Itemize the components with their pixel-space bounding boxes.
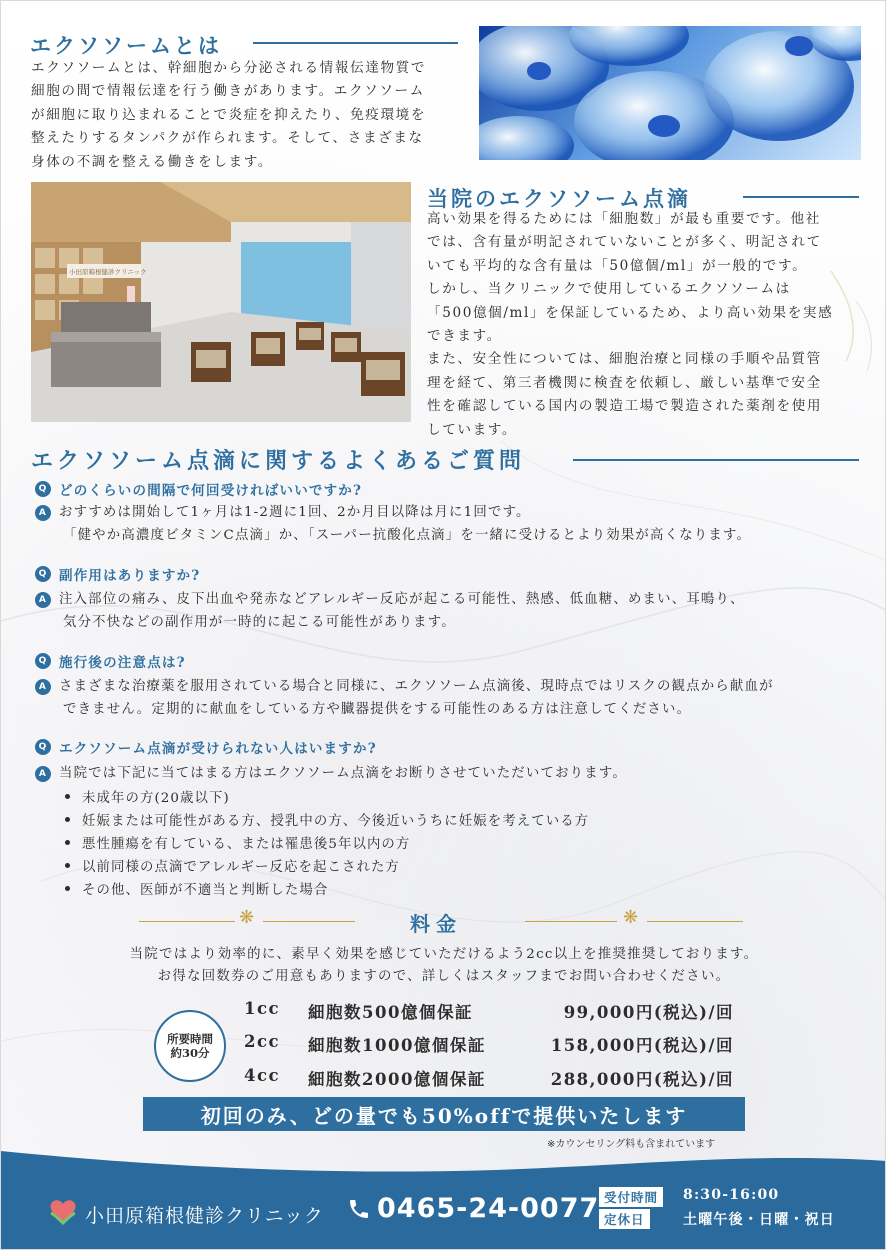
intro-line: 細胞の間で情報伝達を行う働きがあります。エクソソーム [31, 83, 425, 100]
faq-answer [35, 763, 627, 786]
clinic-drip-title: 当院のエクソソーム点滴 [427, 186, 691, 211]
intro-line: 整えたりするタンパクが作られます。そして、さまざまな [31, 130, 424, 147]
lobby-sign-text: 小田原箱根健診クリニック [69, 268, 147, 276]
clinic-drip-text [427, 208, 857, 442]
bullet-item: 以前同様の点滴でアレルギー反応を起こされた方 [65, 856, 400, 875]
q-badge: Q [35, 653, 51, 669]
price-volume: 4cc [244, 1066, 281, 1085]
fees-intro: 当院ではより効率的に、素早く効果を感じていただけるよう2cc以上を推奨推奨しております。 [129, 947, 759, 962]
drip-line: しかし、当クリニックで使用しているエクソソームは [427, 281, 791, 298]
price-volume: 1cc [244, 999, 281, 1018]
price-desc: 細胞数2000億個保証 [308, 1070, 486, 1089]
phone-icon [347, 1197, 371, 1221]
decorative-line [647, 921, 743, 922]
closed-days-value: 土曜午後・日曜・祝日 [683, 1212, 835, 1228]
price-amount: 99,000円(税込)/回 [563, 1003, 734, 1022]
phone-number: 0465-24-0077 [377, 1193, 600, 1224]
flourish-icon: ❋ [239, 907, 255, 928]
a-badge: A [35, 766, 51, 782]
reception-hours-label: 受付時間 [599, 1187, 663, 1207]
faq-answer [35, 502, 751, 547]
bullet-item: 未成年の方(20歳以下) [65, 787, 230, 806]
answer-text: 「健やか高濃度ビタミンC点滴」か、「スーパー抗酸化点滴」を一緒に受けるとより効果が高くなります。 [63, 527, 752, 543]
duration-label: 所要時間 [167, 1032, 213, 1046]
drip-line: しています。 [427, 421, 518, 438]
clinic-lobby-image [31, 182, 411, 422]
answer-text: 気分不快などの副作用が一時的に起こる可能性があります。 [63, 614, 456, 630]
exosome-intro-title: エクソソームとは [30, 33, 222, 58]
fees-title: 料金 [410, 912, 462, 936]
drip-line: 性を確認している国内の製造工場で製造された薬剤を使用 [427, 398, 823, 415]
answer-text: おすすめは開始して1ヶ月は1-2週に1回、2か月目以降は月に1回です。 [59, 505, 531, 520]
bullet-item: 悪性腫瘍を有している、または罹患後5年以内の方 [65, 833, 410, 852]
first-visit-discount-banner: 初回のみ、どの量でも50%offで提供いたします [143, 1097, 745, 1131]
decorative-line [139, 921, 235, 922]
reception-hours-value: 8:30-16:00 [683, 1187, 780, 1203]
drip-line: 「500億個/ml」を保証しているため、より高い効果を実感 [427, 304, 834, 321]
q-badge: Q [35, 481, 51, 497]
drip-line: できます。 [427, 328, 502, 345]
drip-line: 理を経て、第三者機関に検査を依頼し、厳しい基準で安全 [427, 374, 822, 391]
drip-line: 高い効果を得るためには「細胞数」が最も重要です。他社 [427, 211, 821, 227]
decorative-line [525, 921, 617, 922]
faq-title: エクソソーム点滴に関するよくあるご質問 [31, 448, 526, 474]
bullet-item: その他、医師が不適当と判断した場合 [65, 879, 328, 898]
question-text: エクソソーム点滴が受けられない人はいますか? [59, 741, 377, 757]
answer-text: できません。定期的に献血をしている方や臓器提供をする可能性のある方は注意してください。 [63, 701, 692, 717]
price-amount: 288,000円(税込)/回 [550, 1070, 734, 1089]
faq-question [35, 651, 186, 671]
answer-text: 当院では下記に当てはまる方はエクソソーム点滴をお断りさせていただいております。 [59, 766, 627, 781]
footer-clinic-name: 小田原箱根健診クリニック [85, 1205, 324, 1227]
clinic-logo-icon [47, 1197, 79, 1225]
price-amount: 158,000円(税込)/回 [550, 1036, 734, 1055]
q-badge: Q [35, 566, 51, 582]
fees-intro: お得な回数券のご用意もありますので、詳しくはスタッフまでお問い合わせください。 [157, 969, 731, 984]
faq-question [35, 564, 200, 584]
question-text: どのくらいの間隔で何回受ければいいですか? [59, 483, 363, 499]
faq-answer [35, 676, 774, 721]
price-desc: 細胞数500億個保証 [308, 1003, 473, 1022]
a-badge: A [35, 505, 51, 521]
drip-line: では、含有量が明記されていないことが多く、明記されて [427, 234, 822, 251]
decorative-line [263, 921, 355, 922]
intro-line: 身体の不調を整える働きをします。 [31, 153, 274, 170]
exosome-intro-text [31, 57, 461, 174]
counseling-note: ※カウンセリング料も含まれています [547, 1139, 716, 1150]
a-badge: A [35, 592, 51, 608]
title-underline [253, 42, 458, 44]
intro-line: エクソソームとは、幹細胞から分泌される情報伝達物質で [31, 60, 427, 76]
question-text: 副作用はありますか? [59, 568, 201, 584]
faq-question [35, 479, 362, 499]
faq-answer [35, 589, 745, 634]
closed-days-label: 定休日 [599, 1209, 650, 1229]
bullet-item: 妊娠または可能性がある方、授乳中の方、今後近いうちに妊娠を考えている方 [65, 810, 589, 829]
faq-question [35, 737, 377, 757]
price-volume: 2cc [244, 1032, 281, 1051]
duration-value: 約30分 [170, 1046, 210, 1060]
exosome-cells-image [479, 26, 861, 160]
duration-badge [154, 1010, 226, 1082]
question-text: 施行後の注意点は? [59, 655, 186, 671]
intro-line: が細胞に取り込まれることで炎症を抑えたり、免疫環境を [31, 106, 427, 123]
answer-text: 注入部位の痛み、皮下出血や発赤などアレルギー反応が起こる可能性、熱感、低血糖、めまい、耳鳴り、 [59, 592, 745, 607]
title-underline [573, 459, 859, 461]
q-badge: Q [35, 739, 51, 755]
price-desc: 細胞数1000億個保証 [308, 1036, 486, 1055]
a-badge: A [35, 679, 51, 695]
answer-text: さまざまな治療薬を服用されている場合と同様に、エクソソーム点滴後、現時点ではリスクの観点から献血が [59, 679, 774, 694]
title-underline [743, 196, 859, 198]
drip-line: また、安全性については、細胞治療と同様の手順や品質管 [427, 351, 822, 368]
drip-line: いても平均的な含有量は「50億個/ml」が一般的です。 [427, 257, 808, 274]
flourish-icon: ❋ [623, 907, 639, 928]
footer-phone[interactable] [347, 1193, 599, 1224]
